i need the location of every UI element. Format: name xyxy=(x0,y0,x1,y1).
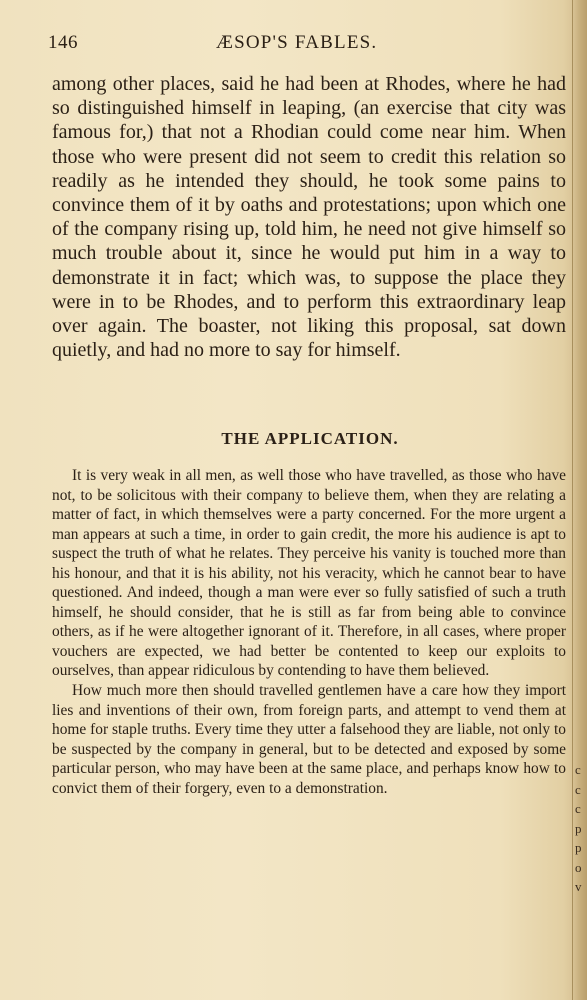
fable-paragraph: among other places, said he had been at Rhodes, where he had so distinguished himself in leaping, (an exercise that city was famous for,) that not a Rhodian could come near him. When those who were present did not seem to credit this relation so readily as he intended they should, he took some pains to convince them of it by oaths and protestations; upon which one of the company rising up, told him, he need not give himself so much trouble about it, since he would put him in a way to demonstrate it in fact; which was, to suppose the place they were in to be Rhodes, and to perform this extraordinary leap over again. The boaster, not liking this proposal, sat down quietly, and had no more to say for himself. xyxy=(52,73,566,362)
running-title: ÆSOP'S FABLES. xyxy=(216,32,378,53)
margin-mark: c xyxy=(575,762,581,777)
page-header xyxy=(48,32,568,56)
margin-mark: o xyxy=(575,859,582,875)
margin-mark: c xyxy=(575,801,581,816)
page-number: 146 xyxy=(48,32,78,53)
application-paragraph-2: How much more then should travelled gentlemen have a care how they import lies and inventions of their own, from foreign parts, and attempt to vend them at home for staple truths. Every time they utter a falsehood they are liable, not only to be suspected by the company in general, but to be detected and exposed by some particular person, who may have been at the same place, and perhaps know how to convict them of their forgery, even to a demonstration. xyxy=(52,682,566,797)
margin-mark: c xyxy=(575,781,581,797)
bleed-through-marks xyxy=(575,760,585,897)
application-text xyxy=(52,466,566,798)
application-paragraph-1: It is very weak in all men, as well those who have travelled, as those who have not, to be solicitous with their company to believe them, when they are relating a matter of fact, in which themselves were a party concerned. For the more urgent a man appears at such a time, in order to gain credit, the more his audience is apt to suspect the truth of what he relates. They perceive his vanity is touched more than his honour, and that it is his ability, not his veracity, which he cannot bear to have questioned. And indeed, though a man were ever so fully satisfied of such a truth himself, he should consider, that he is still as far from being able to convince others, as if he were altogether ignorant of it. Therefore, in all cases, where proper vouchers are expected, we had better be contented to keep our exploits to ourselves, than appear ridiculous by contending to have them believed. xyxy=(52,467,566,680)
margin-mark: p xyxy=(575,820,582,836)
margin-mark: v xyxy=(575,879,582,894)
margin-mark: p xyxy=(575,840,582,855)
application-heading: THE APPLICATION. xyxy=(221,429,399,448)
